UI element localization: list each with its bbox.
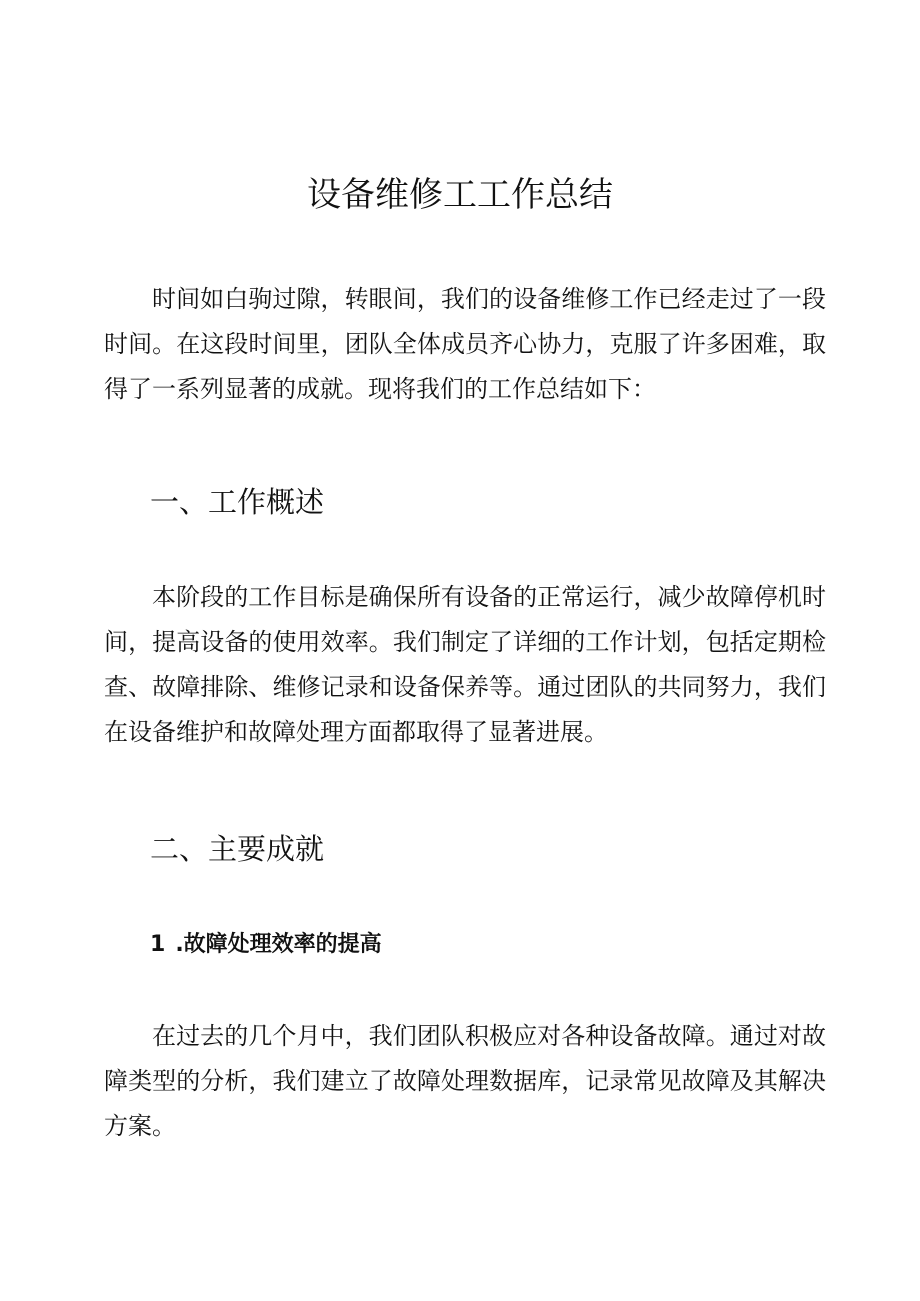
intro-paragraph: 时间如白驹过隙，转眼间，我们的设备维修工作已经走过了一段时间。在这段时间里，团队全体成员齐心协力，克服了许多困难，取得了一系列显著的成就。现将我们的工作总结如下：: [104, 285, 826, 403]
overview-paragraph: 本阶段的工作目标是确保所有设备的正常运行，减少故障停机时间，提高设备的使用效率。我们制定了详细的工作计划，包括定期检查、故障排除、维修记录和设备保养等。通过团队的共同努力，我们在设备维护和故障处理方面都取得了显著进展。: [104, 583, 826, 746]
fault-efficiency-paragraph: 在过去的几个月中，我们团队积极应对各种设备故障。通过对故障类型的分析，我们建立了故障处理数据库，记录常见故障及其解决方案。: [104, 1022, 826, 1140]
subsection-number: 1: [150, 932, 166, 957]
document-title: 设备维修工工作总结: [307, 175, 613, 215]
subsection-heading-fault-efficiency: [150, 929, 382, 961]
section-heading-overview: 一、工作概述: [150, 485, 325, 519]
section-heading-achievements: 二、主要成就: [150, 832, 325, 866]
subsection-title: .故障处理效率的提高: [175, 932, 382, 957]
